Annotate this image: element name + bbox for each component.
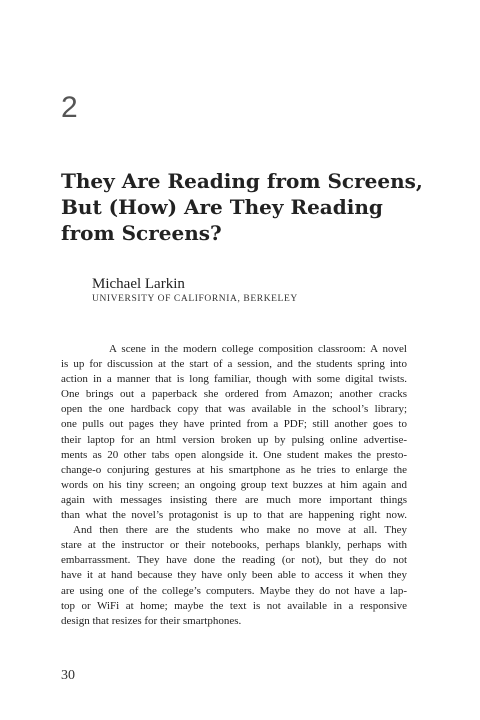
text-line: again with messages insisting there are much more important things	[61, 493, 407, 506]
paragraph-2	[61, 523, 407, 629]
text-line: A scene in the modern college composition classroom: A novel	[109, 343, 407, 355]
chapter-title-line: But (How) Are They Reading	[61, 195, 383, 219]
chapter-title-line: They Are Reading from Screens,	[61, 169, 423, 193]
text-line: action in a manner that is long familiar, though with some digital twists.	[61, 373, 407, 386]
chapter-number: 2	[61, 91, 78, 124]
text-line: design that resizes for their smartphones.	[61, 614, 242, 627]
text-line: top or WiFi at home; maybe the text is not available in a responsive	[61, 599, 407, 612]
chapter-title	[61, 168, 421, 246]
text-line: their laptop for an html version broken up by pulsing online advertise-	[61, 433, 407, 446]
text-line: And then there are the students who make no move at all. They	[73, 524, 407, 537]
text-line: than what the novel’s protagonist is up to that are happening right now.	[61, 509, 407, 522]
paragraph-1	[61, 342, 407, 523]
text-line: have it at hand because they have only been able to access it when they	[61, 569, 407, 582]
text-line: is up for discussion at the start of a session, and the students spring into	[61, 358, 407, 371]
body-text	[61, 342, 407, 629]
text-line: One brings out a paperback she ordered from Amazon; another cracks	[61, 388, 407, 401]
author-affiliation: UNIVERSITY OF CALIFORNIA, BERKELEY	[92, 294, 298, 304]
text-line: words on his tiny screen; an ongoing group text buzzes at him again and	[61, 478, 407, 491]
text-line: are using one of the college’s computers. Maybe they do not have a lap-	[61, 584, 407, 597]
text-line: open the one hardback copy that was available in the school’s library;	[61, 403, 407, 416]
chapter-title-line: from Screens?	[61, 221, 222, 245]
author-name: Michael Larkin	[92, 276, 185, 292]
page-number: 30	[61, 668, 75, 683]
text-line: one pulls out pages they have printed from a PDF; still another goes to	[61, 418, 407, 431]
text-line: embarrassment. They have done the reading (or not), but they do not	[61, 554, 407, 567]
text-line: change-o conjuring gestures at his smartphone as he tries to enlarge the	[61, 463, 407, 476]
text-line: ments as 20 other tabs open alongside it. One student makes the presto-	[61, 448, 407, 461]
text-line: stare at the instructor or their notebooks, perhaps blankly, perhaps with	[61, 539, 407, 552]
